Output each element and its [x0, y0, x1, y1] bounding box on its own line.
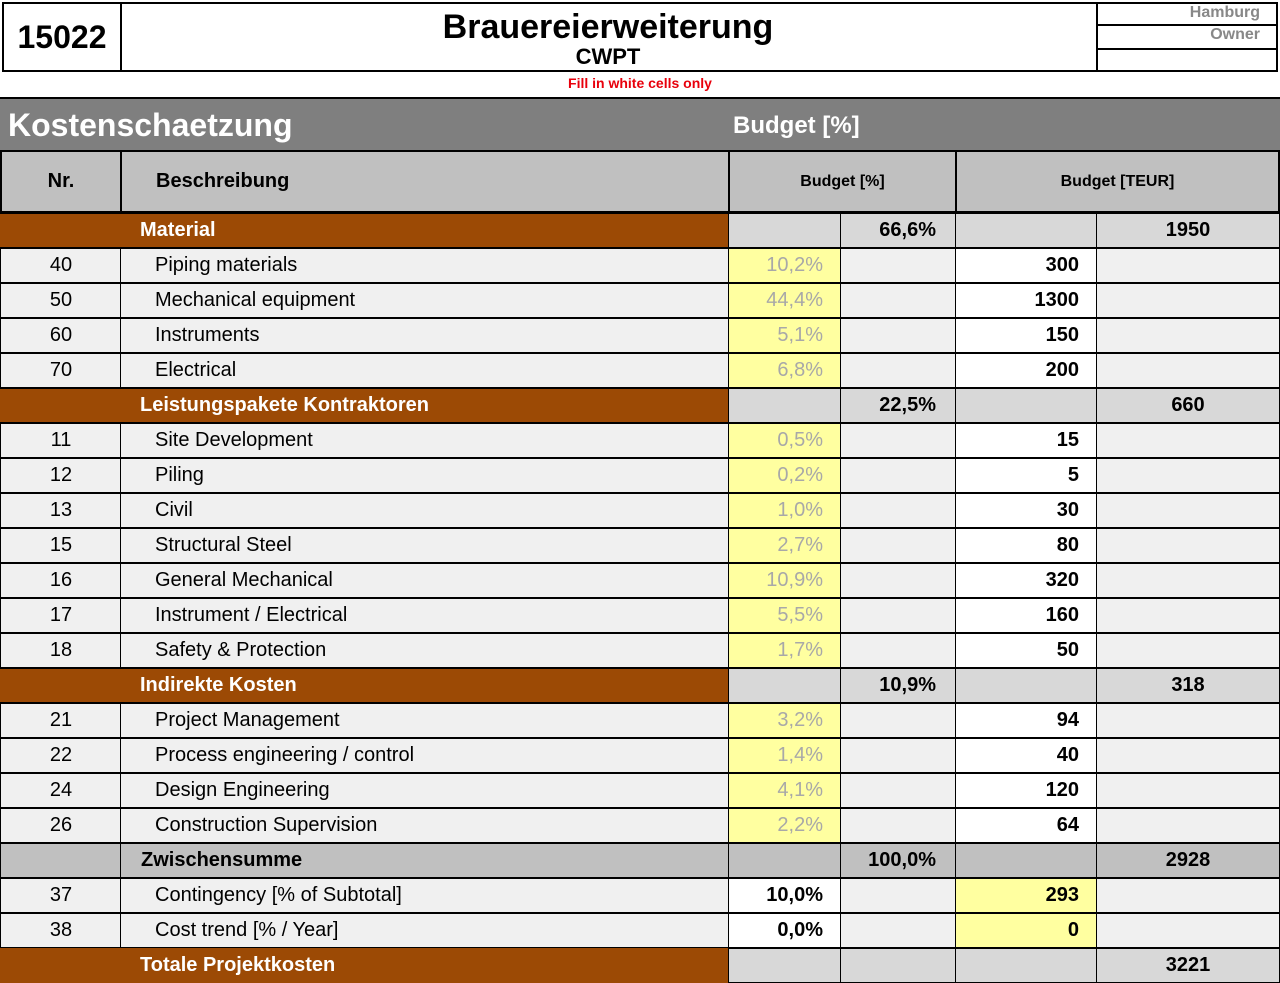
row-budget-pct[interactable]: 6,8% — [728, 353, 842, 388]
row-nr: 24 — [0, 773, 122, 808]
row-nr: 22 — [0, 738, 122, 773]
row-budget-teur[interactable]: 40 — [955, 738, 1098, 773]
row-budget-teur[interactable]: 15 — [955, 423, 1098, 458]
row-budget-pct — [728, 388, 842, 423]
col-header-desc: Beschreibung — [120, 150, 730, 213]
row-budget-teur[interactable]: 1300 — [955, 283, 1098, 318]
row-budget-teur[interactable]: 320 — [955, 563, 1098, 598]
page-title: Brauereierweiterung — [442, 8, 774, 46]
row-budget-teur — [955, 843, 1098, 878]
row-sum-teur — [1096, 913, 1280, 948]
row-description: Totale Projektkosten — [120, 948, 730, 983]
row-budget-teur — [955, 948, 1098, 983]
row-budget-teur[interactable]: 50 — [955, 633, 1098, 668]
row-budget-pct[interactable]: 2,7% — [728, 528, 842, 563]
row-sum-teur — [1096, 598, 1280, 633]
row-nr — [0, 388, 122, 423]
row-sum-pct — [840, 318, 957, 353]
row-sum-pct — [840, 703, 957, 738]
table-row — [0, 423, 1280, 458]
row-sum-teur: 1950 — [1096, 213, 1280, 248]
table-row — [0, 633, 1280, 668]
section-row — [0, 668, 1280, 703]
row-sum-pct — [840, 528, 957, 563]
row-description: Project Management — [120, 703, 730, 738]
table-row — [0, 318, 1280, 353]
row-description: Site Development — [120, 423, 730, 458]
row-budget-teur[interactable]: 0 — [955, 913, 1098, 948]
row-sum-teur — [1096, 248, 1280, 283]
row-budget-teur[interactable]: 5 — [955, 458, 1098, 493]
row-sum-teur — [1096, 458, 1280, 493]
row-budget-teur[interactable]: 300 — [955, 248, 1098, 283]
row-description: Safety & Protection — [120, 633, 730, 668]
row-budget-teur[interactable]: 64 — [955, 808, 1098, 843]
row-sum-pct — [840, 353, 957, 388]
table-row — [0, 913, 1280, 948]
row-nr: 70 — [0, 353, 122, 388]
row-sum-teur — [1096, 738, 1280, 773]
row-nr: 26 — [0, 808, 122, 843]
row-sum-teur: 318 — [1096, 668, 1280, 703]
row-sum-teur: 660 — [1096, 388, 1280, 423]
grey-row — [0, 843, 1280, 878]
row-nr: 50 — [0, 283, 122, 318]
row-nr — [0, 668, 122, 703]
row-budget-pct[interactable]: 0,5% — [728, 423, 842, 458]
row-sum-teur — [1096, 283, 1280, 318]
row-nr: 11 — [0, 423, 122, 458]
row-description: Process engineering / control — [120, 738, 730, 773]
row-budget-teur[interactable]: 160 — [955, 598, 1098, 633]
row-budget-pct[interactable]: 10,9% — [728, 563, 842, 598]
row-description: Electrical — [120, 353, 730, 388]
row-sum-teur — [1096, 528, 1280, 563]
table-row — [0, 528, 1280, 563]
sheet-title: Kostenschaetzung — [8, 107, 293, 143]
table-row — [0, 598, 1280, 633]
row-budget-teur — [955, 213, 1098, 248]
row-sum-teur — [1096, 878, 1280, 913]
row-sum-teur — [1096, 703, 1280, 738]
section-row — [0, 388, 1280, 423]
row-sum-teur — [1096, 773, 1280, 808]
row-budget-teur[interactable]: 200 — [955, 353, 1098, 388]
row-description: Zwischensumme — [120, 843, 730, 878]
row-description: Instrument / Electrical — [120, 598, 730, 633]
project-number: 15022 — [2, 2, 122, 72]
table-row — [0, 493, 1280, 528]
row-nr: 17 — [0, 598, 122, 633]
table-row — [0, 773, 1280, 808]
table-row — [0, 738, 1280, 773]
row-budget-pct — [728, 948, 842, 983]
row-budget-pct[interactable]: 5,5% — [728, 598, 842, 633]
row-sum-pct — [840, 598, 957, 633]
row-sum-pct — [840, 633, 957, 668]
row-nr: 37 — [0, 878, 122, 913]
row-budget-pct[interactable]: 10,0% — [728, 878, 842, 913]
row-sum-teur: 3221 — [1096, 948, 1280, 983]
row-sum-pct — [840, 878, 957, 913]
row-description: Construction Supervision — [120, 808, 730, 843]
row-sum-teur — [1096, 808, 1280, 843]
row-budget-teur[interactable]: 120 — [955, 773, 1098, 808]
row-sum-pct: 100,0% — [840, 843, 957, 878]
row-budget-pct[interactable]: 5,1% — [728, 318, 842, 353]
row-sum-pct — [840, 283, 957, 318]
row-description: Instruments — [120, 318, 730, 353]
page-subtitle: CWPT — [575, 44, 641, 69]
section-row — [0, 213, 1280, 248]
location-cell: Hamburg — [1096, 2, 1278, 26]
row-sum-pct — [840, 773, 957, 808]
table-row — [0, 703, 1280, 738]
row-description: Indirekte Kosten — [120, 668, 730, 703]
row-nr: 15 — [0, 528, 122, 563]
row-budget-pct[interactable]: 4,1% — [728, 773, 842, 808]
row-sum-pct — [840, 808, 957, 843]
row-sum-pct — [840, 913, 957, 948]
row-budget-pct[interactable]: 1,0% — [728, 493, 842, 528]
row-sum-pct — [840, 948, 957, 983]
row-sum-pct — [840, 423, 957, 458]
row-nr: 60 — [0, 318, 122, 353]
row-budget-pct[interactable]: 10,2% — [728, 248, 842, 283]
fill-note: Fill in white cells only — [568, 75, 712, 91]
col-header-nr: Nr. — [0, 150, 122, 213]
row-budget-pct — [728, 213, 842, 248]
empty-header-cell[interactable] — [1096, 50, 1278, 72]
row-description: Leistungspakete Kontraktoren — [120, 388, 730, 423]
total-row — [0, 948, 1280, 983]
row-description: General Mechanical — [120, 563, 730, 598]
row-sum-pct — [840, 248, 957, 283]
header-title-box — [120, 2, 1098, 72]
row-sum-pct — [840, 563, 957, 598]
row-nr: 18 — [0, 633, 122, 668]
row-budget-pct[interactable]: 3,2% — [728, 703, 842, 738]
row-description: Civil — [120, 493, 730, 528]
row-budget-pct — [728, 668, 842, 703]
table-row — [0, 248, 1280, 283]
row-nr: 38 — [0, 913, 122, 948]
row-budget-pct — [728, 843, 842, 878]
col-header-pct: Budget [%] — [728, 150, 957, 213]
col-header-teur: Budget [TEUR] — [955, 150, 1280, 213]
row-nr: 16 — [0, 563, 122, 598]
row-budget-pct[interactable]: 1,7% — [728, 633, 842, 668]
table-row — [0, 458, 1280, 493]
table-row — [0, 808, 1280, 843]
row-sum-teur — [1096, 353, 1280, 388]
row-budget-teur — [955, 668, 1098, 703]
table-row — [0, 353, 1280, 388]
row-nr: 21 — [0, 703, 122, 738]
row-sum-teur — [1096, 423, 1280, 458]
table-row — [0, 563, 1280, 598]
row-budget-teur[interactable]: 150 — [955, 318, 1098, 353]
row-sum-teur — [1096, 318, 1280, 353]
table-row — [0, 283, 1280, 318]
row-nr: 40 — [0, 248, 122, 283]
row-budget-teur[interactable]: 94 — [955, 703, 1098, 738]
row-budget-teur[interactable]: 80 — [955, 528, 1098, 563]
row-budget-pct[interactable]: 2,2% — [728, 808, 842, 843]
row-description: Piping materials — [120, 248, 730, 283]
row-budget-pct[interactable]: 1,4% — [728, 738, 842, 773]
row-budget-teur[interactable]: 293 — [955, 878, 1098, 913]
sheet-budget-label: Budget [%] — [733, 112, 860, 139]
row-budget-pct[interactable]: 44,4% — [728, 283, 842, 318]
row-sum-teur — [1096, 563, 1280, 598]
row-nr — [0, 948, 122, 983]
table-row — [0, 878, 1280, 913]
row-nr: 13 — [0, 493, 122, 528]
row-description: Cost trend [% / Year] — [120, 913, 730, 948]
row-sum-pct: 22,5% — [840, 388, 957, 423]
row-sum-pct — [840, 458, 957, 493]
row-sum-teur — [1096, 633, 1280, 668]
row-description: Mechanical equipment — [120, 283, 730, 318]
row-description: Structural Steel — [120, 528, 730, 563]
row-nr — [0, 843, 122, 878]
row-budget-teur[interactable]: 30 — [955, 493, 1098, 528]
title-bar — [0, 97, 1280, 152]
row-sum-pct: 10,9% — [840, 668, 957, 703]
row-budget-pct[interactable]: 0,0% — [728, 913, 842, 948]
role-cell: Owner — [1096, 26, 1278, 50]
row-budget-pct[interactable]: 0,2% — [728, 458, 842, 493]
row-sum-pct — [840, 738, 957, 773]
row-sum-pct — [840, 493, 957, 528]
row-sum-teur — [1096, 493, 1280, 528]
row-budget-teur — [955, 388, 1098, 423]
row-description: Piling — [120, 458, 730, 493]
row-description: Design Engineering — [120, 773, 730, 808]
row-sum-pct: 66,6% — [840, 213, 957, 248]
row-description: Material — [120, 213, 730, 248]
row-nr — [0, 213, 122, 248]
row-sum-teur: 2928 — [1096, 843, 1280, 878]
row-description: Contingency [% of Subtotal] — [120, 878, 730, 913]
row-nr: 12 — [0, 458, 122, 493]
